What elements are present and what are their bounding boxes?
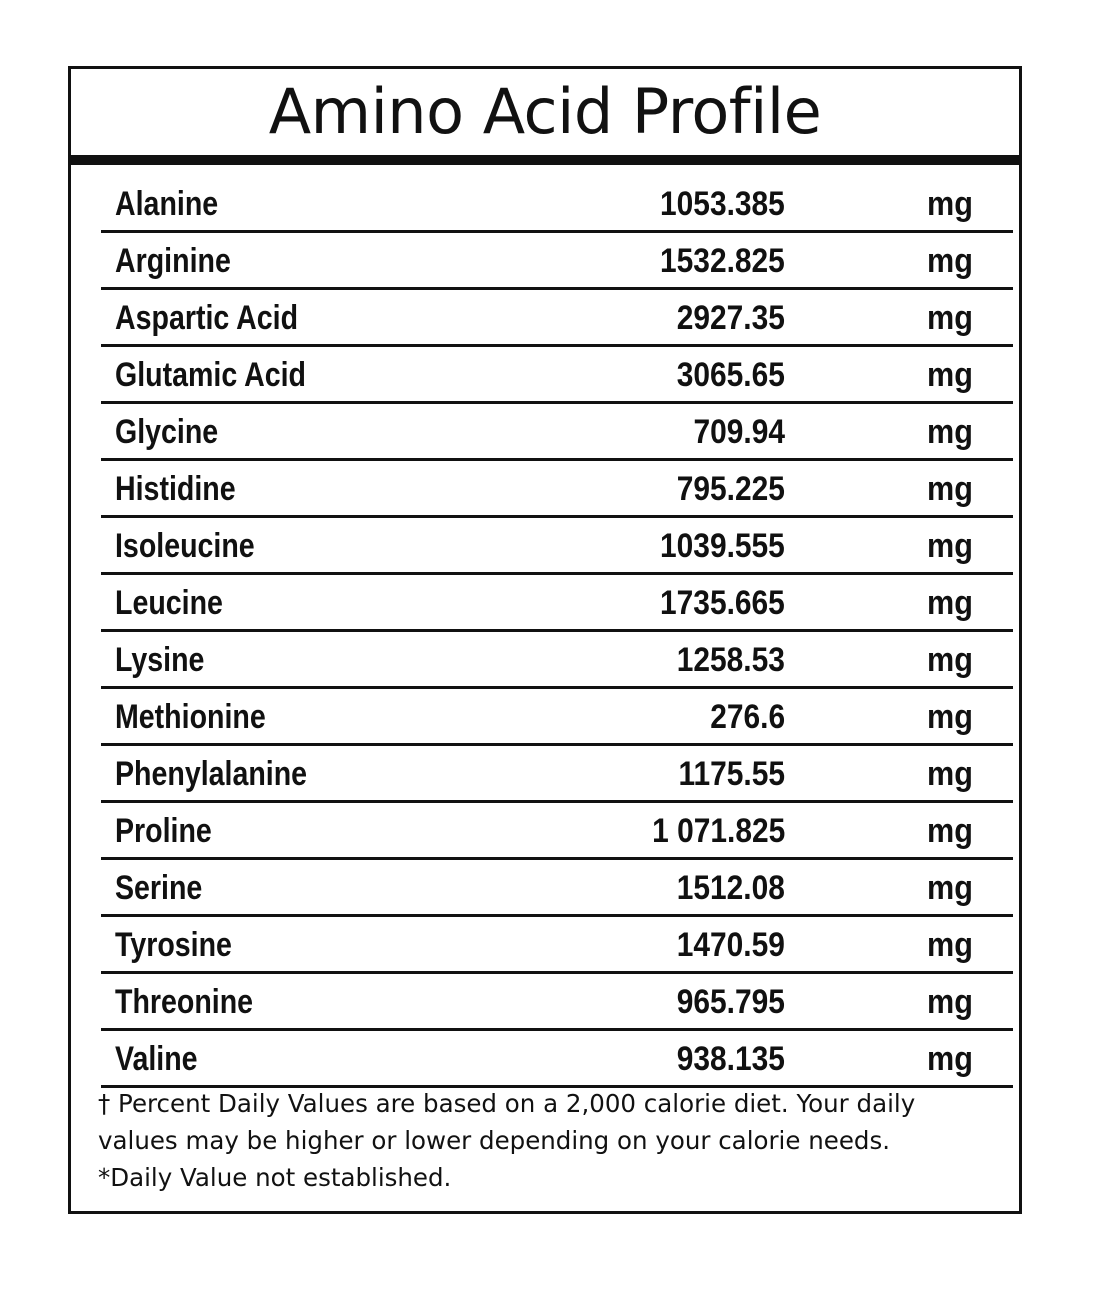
amount-unit: mg (927, 470, 973, 508)
amount-unit: mg (927, 755, 973, 793)
amount-unit: mg (927, 983, 973, 1021)
amount-unit: mg (927, 299, 973, 337)
amino-acid-amount: 1 071.825 (651, 812, 785, 850)
amino-acid-name: Valine (115, 1040, 198, 1078)
amino-acid-amount: 3065.65 (676, 356, 785, 394)
table-row (101, 575, 1013, 632)
table-row (101, 1031, 1013, 1088)
amino-acid-name: Methionine (115, 698, 266, 736)
amount-unit: mg (927, 413, 973, 451)
table-row (101, 803, 1013, 860)
table-row (101, 974, 1013, 1031)
amino-acid-amount: 1053.385 (660, 185, 785, 223)
footnote-daily-values: † Percent Daily Values are based on a 2,000 calorie diet. Your daily (98, 1089, 916, 1118)
amount-unit: mg (927, 185, 973, 223)
amino-acid-table (101, 176, 1013, 1088)
amino-acid-amount: 938.135 (676, 1040, 785, 1078)
amino-acid-amount: 1175.55 (678, 755, 785, 793)
table-row (101, 518, 1013, 575)
amount-unit: mg (927, 812, 973, 850)
amount-unit: mg (927, 584, 973, 622)
amino-acid-amount: 795.225 (676, 470, 785, 508)
amount-unit: mg (927, 1040, 973, 1078)
amino-acid-name: Histidine (115, 470, 236, 508)
amino-acid-name: Serine (115, 869, 203, 907)
amount-unit: mg (927, 242, 973, 280)
footnote-not-established: *Daily Value not established. (98, 1163, 452, 1192)
table-row (101, 347, 1013, 404)
amount-unit: mg (927, 527, 973, 565)
amount-unit: mg (927, 926, 973, 964)
panel-title: Amino Acid Profile (268, 75, 822, 148)
table-row (101, 689, 1013, 746)
amino-acid-name: Alanine (115, 185, 219, 223)
table-row (101, 917, 1013, 974)
amino-acid-name: Glycine (115, 413, 219, 451)
footnote-calorie-needs: values may be higher or lower depending on your calorie needs. (98, 1126, 891, 1155)
table-row (101, 632, 1013, 689)
title-divider (71, 155, 1019, 165)
amino-acid-amount: 1532.825 (660, 242, 785, 280)
table-row (101, 461, 1013, 518)
table-row (101, 290, 1013, 347)
amount-unit: mg (927, 356, 973, 394)
amino-acid-amount: 1470.59 (676, 926, 785, 964)
amino-acid-amount: 1258.53 (676, 641, 785, 679)
table-row (101, 176, 1013, 233)
amino-acid-amount: 1735.665 (660, 584, 785, 622)
amino-acid-panel (68, 66, 1022, 1214)
footnotes (98, 1085, 998, 1196)
amino-acid-name: Phenylalanine (115, 755, 308, 793)
amino-acid-amount: 965.795 (676, 983, 785, 1021)
amino-acid-name: Proline (115, 812, 212, 850)
table-row (101, 860, 1013, 917)
amino-acid-name: Leucine (115, 584, 223, 622)
amino-acid-name: Aspartic Acid (115, 299, 299, 337)
amino-acid-name: Glutamic Acid (115, 356, 306, 394)
amino-acid-amount: 1512.08 (676, 869, 785, 907)
amino-acid-name: Lysine (115, 641, 205, 679)
amino-acid-name: Tyrosine (115, 926, 232, 964)
amount-unit: mg (927, 641, 973, 679)
amino-acid-amount: 2927.35 (676, 299, 785, 337)
amount-unit: mg (927, 698, 973, 736)
amount-unit: mg (927, 869, 973, 907)
table-row (101, 233, 1013, 290)
amino-acid-name: Isoleucine (115, 527, 255, 565)
table-row (101, 404, 1013, 461)
amino-acid-name: Threonine (115, 983, 254, 1021)
amino-acid-amount: 1039.555 (660, 527, 785, 565)
amino-acid-amount: 276.6 (710, 698, 785, 736)
table-row (101, 746, 1013, 803)
amino-acid-name: Arginine (115, 242, 231, 280)
amino-acid-amount: 709.94 (693, 413, 785, 451)
